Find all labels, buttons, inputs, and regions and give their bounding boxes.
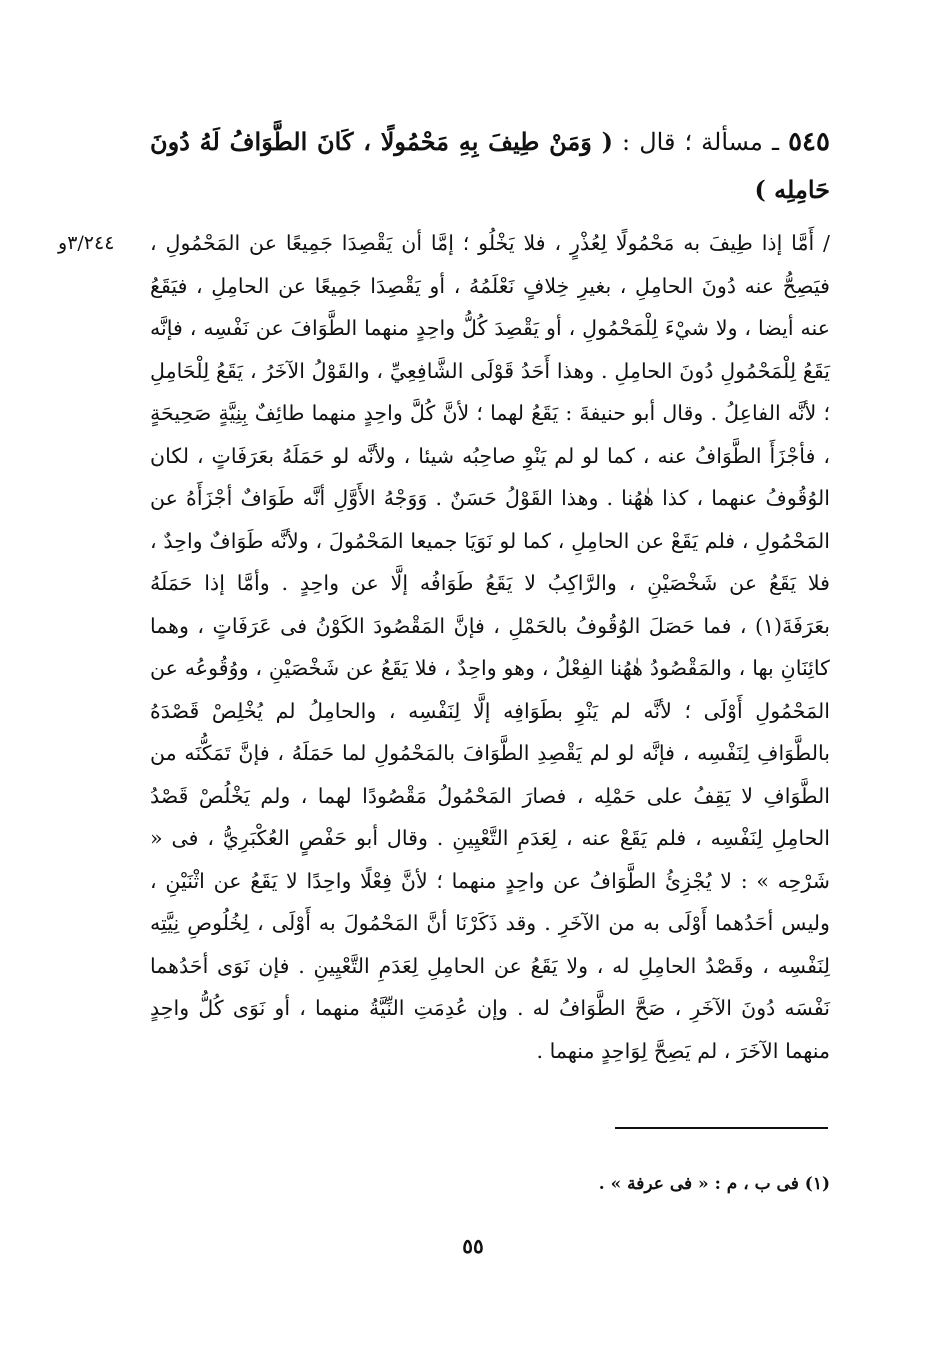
masala-number: ٥٤٥ bbox=[788, 127, 830, 157]
margin-folio-reference: ٣/٢٤٤و bbox=[58, 232, 115, 254]
masala-heading bbox=[150, 118, 830, 214]
masala-quote: ( وَمَنْ طِيفَ بِهِ مَحْمُولًا ، كَانَ الطَّوَافُ لَهُ دُونَ حَامِلِه ) bbox=[150, 127, 830, 204]
masala-label: ـ مسألة ؛ قال : bbox=[622, 128, 780, 156]
footnote: (١) فى ب ، م : « فى عرفة » . bbox=[598, 1174, 830, 1194]
body-paragraph: / أَمَّا إذا طِيفَ به مَحْمُولًا لِعُذْرٍ ، فلا يَخْلُو ؛ إمَّا أن يَقْصِدَا جَمِيعًا عن المَحْمُولِ ، فيَصِحُّ عنه دُونَ الحامِلِ ، بغيرِ خِلافٍ نَعْلَمُهُ ، أو يَقْصِدَا جَمِيعًا عن الحامِلِ ، فيَقَعُ عنه أيضا ، ولا شيْءَ لِلْمَحْمُولِ ، أو يَقْصِدَ كُلُّ واحِدٍ منهما الطَّوَافَ عن نَفْسِه ، فإنَّه يَقَعُ لِلْمَحْمُولِ دُونَ الحامِلِ . وهذا أَحَدُ قَوْلَى الشَّافِعِيِّ ، والقَوْلُ الآخَرُ ، يَقَعُ لِلْحَامِلِ ؛ لأنَّه الفاعِلُ . وقال أبو حنيفةَ : يَقَعُ لهما ؛ لأنَّ كُلَّ واحِدٍ منهما طائِفٌ بِنِيَّةٍ صَحِيحَةٍ ، فأجْزَأَ الطَّوَافُ عنه ، كما لو لم يَنْوِ صاحِبُه شيئا ، ولأنَّه لو حَمَلَهُ بعَرَفَاتٍ ، لكان الوُقُوفُ عنهما ، كذا هٰهُنا . وهذا القَوْلُ حَسَنٌ . وَوَجْهُ الأَوَّلِ أنَّه طَوَافٌ أجْزَأَهُ عن المَحْمُولِ ، فلم يَقَعْ عن الحامِلِ ، كما لو نَوَيَا جميعا المَحْمُولَ ، ولأنَّه طَوَافٌ واحِدٌ ، فلا يَقَعُ عن شَخْصَيْنِ ، والرَّاكِبُ لا يَقَعُ طَوَافُه إلَّا عن واحِدٍ . وأمَّا إذا حَمَلَهُ بعَرَفَةَ(١) ، فما حَصَلَ الوُقُوفُ بالحَمْلِ ، فإنَّ المَقْصُودَ الكَوْنُ فى عَرَفَاتٍ ، وهما كائِنَانِ بها ، والمَقْصُودُ هٰهُنا الفِعْلُ ، وهو واحِدٌ ، فلا يَقَعُ عن شَخْصَيْنِ ، ووُقُوعُه عن المَحْمُولِ أَوْلَى ؛ لأنَّه لم يَنْوِ بطَوَافِه إلَّا لِنَفْسِه ، والحامِلُ لم يُخْلِصْ قَصْدَهُ بالطَّوَافِ لِنَفْسِه ، فإنَّه لو لم يَقْصِدِ الطَّوَافَ بالمَحْمُولِ لما حَمَلَهُ ، فإنَّ تَمَكُّنَه من الطَّوَافِ لا يَقِفُ على حَمْلِه ، فصارَ المَحْمُولُ مَقْصُودًا لهما ، ولم يَخْلُصْ قَصْدُ الحامِلِ لِنَفْسِه ، فلم يَقَعْ عنه ، لِعَدَمِ التَّعْيِينِ . وقال أبو حَفْصٍ العُكْبَرِيُّ ، فى « شَرْحِه » : لا يُجْزِئُ الطَّوَافُ عن واحِدٍ منهما ؛ لأنَّ فِعْلًا واحِدًا لا يَقَعُ عن اثْنَيْنِ ، وليس أحَدُهما أَوْلَى به من الآخَرِ . وقد ذَكَرْنَا أنَّ المَحْمُولَ به أَوْلَى ، لِخُلُوصِ نِيَّتِه لِنَفْسِه ، وقَصْدُ الحامِلِ له ، ولا يَقَعُ عن الحامِلِ لِعَدَمِ التَّعْيِينِ . فإن نَوَى أحَدُهما نَفْسَه دُونَ الآخَرِ ، صَحَّ الطَّوَافُ له . وإن عُدِمَتِ النِّيَّةُ منهما ، أو نَوَى كُلُّ واحِدٍ منهما الآخَرَ ، لم يَصِحَّ لِوَاحِدٍ منهما . bbox=[150, 231, 830, 1063]
page-number: ٥٥ bbox=[462, 1234, 484, 1258]
footnote-divider bbox=[615, 1127, 828, 1129]
